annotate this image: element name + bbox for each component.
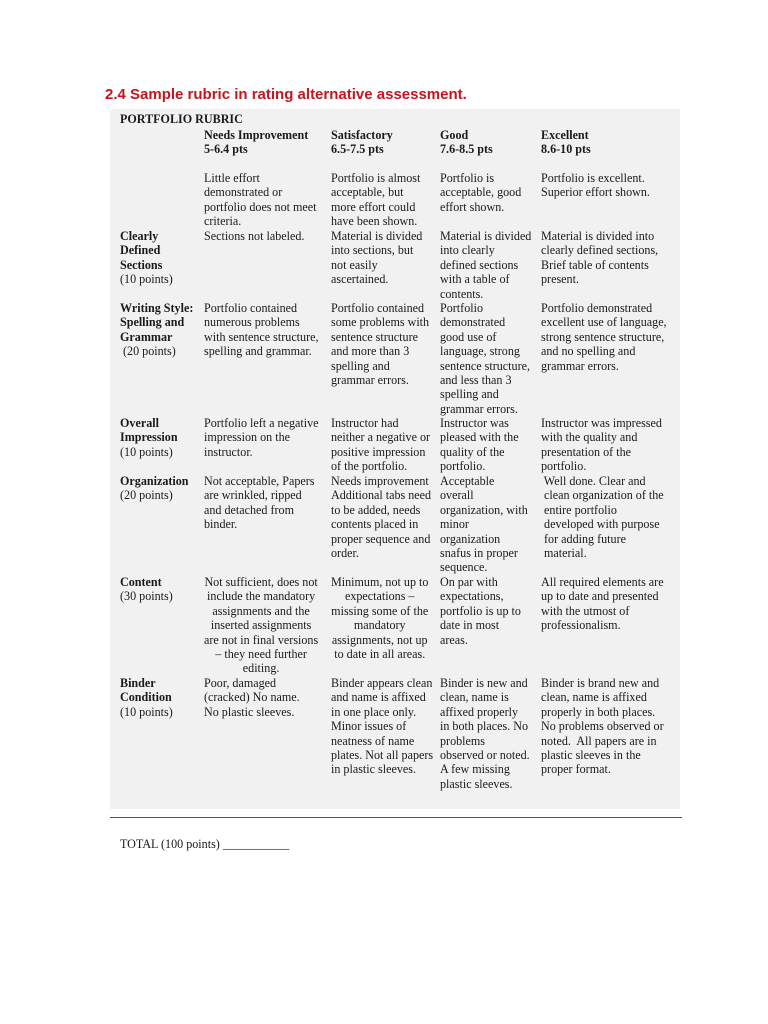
general-good: Portfolio is acceptable, good effort shown. xyxy=(440,171,522,214)
cell-satisfactory: Portfolio contained some problems with sentence structure and more than 3 spelling and grammar errors. xyxy=(331,301,430,388)
criterion-points: (20 points) xyxy=(120,344,176,359)
cell-satisfactory: Material is divided into sections, but not easily ascertained. xyxy=(331,229,423,287)
cell-good: Binder is new and clean, name is affixed properly in both places. No problems observed or noted. A few missing plastic sleeves. xyxy=(440,676,530,791)
level-points: 8.6-10 pts xyxy=(541,142,591,157)
cell-good: Material is divided into clearly defined sections with a table of contents. xyxy=(440,229,532,301)
level-header-needs-improvement xyxy=(204,128,308,157)
level-name: Satisfactory xyxy=(331,128,393,142)
criterion-points: (10 points) xyxy=(120,444,173,459)
level-name: Excellent xyxy=(541,128,589,142)
criterion-clearly-defined-sections xyxy=(120,229,173,287)
cell-needs-improvement: Poor, damaged (cracked) No name. No plastic sleeves. xyxy=(204,676,300,719)
general-satisfactory: Portfolio is almost acceptable, but more effort could have been shown. xyxy=(331,171,421,229)
cell-satisfactory: Instructor had neither a negative or positive impression of the portfolio. xyxy=(331,416,431,474)
criterion-name: Organization xyxy=(120,474,189,488)
criterion-name: Overall Impression xyxy=(120,416,178,445)
cell-excellent: Portfolio demonstrated excellent use of language, strong sentence structure, and no spelling and grammar errors. xyxy=(541,301,667,373)
criterion-points: (10 points) xyxy=(120,704,173,719)
cell-satisfactory: Needs improvement Additional tabs need to be added, needs contents placed in proper sequence and order. xyxy=(331,474,432,561)
cell-needs-improvement: Sections not labeled. xyxy=(204,229,305,243)
criterion-content xyxy=(120,575,173,604)
divider xyxy=(110,817,682,818)
cell-excellent: Instructor was impressed with the quality and presentation of the portfolio. xyxy=(541,416,662,474)
section-heading: 2.4 Sample rubric in rating alternative assessment. xyxy=(105,86,467,103)
criterion-points: (20 points) xyxy=(120,488,173,503)
cell-good: Acceptable overall organization, with minor organization snafus in proper sequence. xyxy=(440,474,528,575)
cell-needs-improvement: Not sufficient, does not include the mandatory assignments and the inserted assignments are not in final versions – they need further editing. xyxy=(204,575,319,676)
cell-excellent: Well done. Clear and clean organization of the entire portfolio developed with purpose for adding future material. xyxy=(543,474,664,561)
level-name: Needs Improvement xyxy=(204,128,309,142)
criterion-points: (30 points) xyxy=(120,589,173,604)
rubric-title: PORTFOLIO RUBRIC xyxy=(120,112,243,126)
cell-good: Instructor was pleased with the quality of the portfolio. xyxy=(440,416,519,474)
level-points: 7.6-8.5 pts xyxy=(440,142,493,157)
level-header-good xyxy=(440,128,493,157)
criterion-points: (10 points) xyxy=(120,272,173,287)
criterion-binder-condition xyxy=(120,676,173,719)
cell-needs-improvement: Portfolio contained numerous problems with sentence structure, spelling and grammar. xyxy=(204,301,319,359)
level-header-excellent xyxy=(541,128,591,157)
cell-good: On par with expectations, portfolio is up to date in most areas. xyxy=(440,575,521,647)
criterion-organization xyxy=(120,474,189,503)
cell-needs-improvement: Not acceptable, Papers are wrinkled, ripped and detached from binder. xyxy=(204,474,315,532)
level-name: Good xyxy=(440,128,469,142)
criterion-overall-impression xyxy=(120,416,178,459)
general-excellent: Portfolio is excellent. Superior effort shown. xyxy=(541,171,650,200)
level-points: 6.5-7.5 pts xyxy=(331,142,384,157)
criterion-name: Clearly Defined Sections xyxy=(120,229,163,272)
cell-excellent: Binder is brand new and clean, name is affixed properly in both places. No problems observed or noted. All papers are in plastic sleeves in the proper format. xyxy=(541,676,664,777)
criterion-name: Writing Style: Spelling and Grammar xyxy=(120,301,194,344)
cell-satisfactory: Minimum, not up to expectations – missing some of the mandatory assignments, not up to date in all areas. xyxy=(331,575,429,662)
cell-excellent: Material is divided into clearly defined sections, Brief table of contents present. xyxy=(541,229,659,287)
level-header-satisfactory xyxy=(331,128,393,157)
level-points: 5-6.4 pts xyxy=(204,142,248,157)
criterion-writing-style xyxy=(120,301,193,359)
total-points-line: TOTAL (100 points) ___________ xyxy=(120,837,290,851)
criterion-name: Binder Condition xyxy=(120,676,172,705)
cell-excellent: All required elements are up to date and presented with the utmost of professionalism. xyxy=(541,575,664,633)
cell-satisfactory: Binder appears clean and name is affixed in one place only. Minor issues of neatness of name plates. Not all papers in plastic sleeves. xyxy=(331,676,434,777)
general-needs-improvement: Little effort demonstrated or portfolio does not meet criteria. xyxy=(204,171,317,229)
criterion-name: Content xyxy=(120,575,162,589)
cell-good: Portfolio demonstrated good use of language, strong sentence structure, and less than 3 spelling and grammar errors. xyxy=(440,301,530,416)
cell-needs-improvement: Portfolio left a negative impression on the instructor. xyxy=(204,416,319,459)
